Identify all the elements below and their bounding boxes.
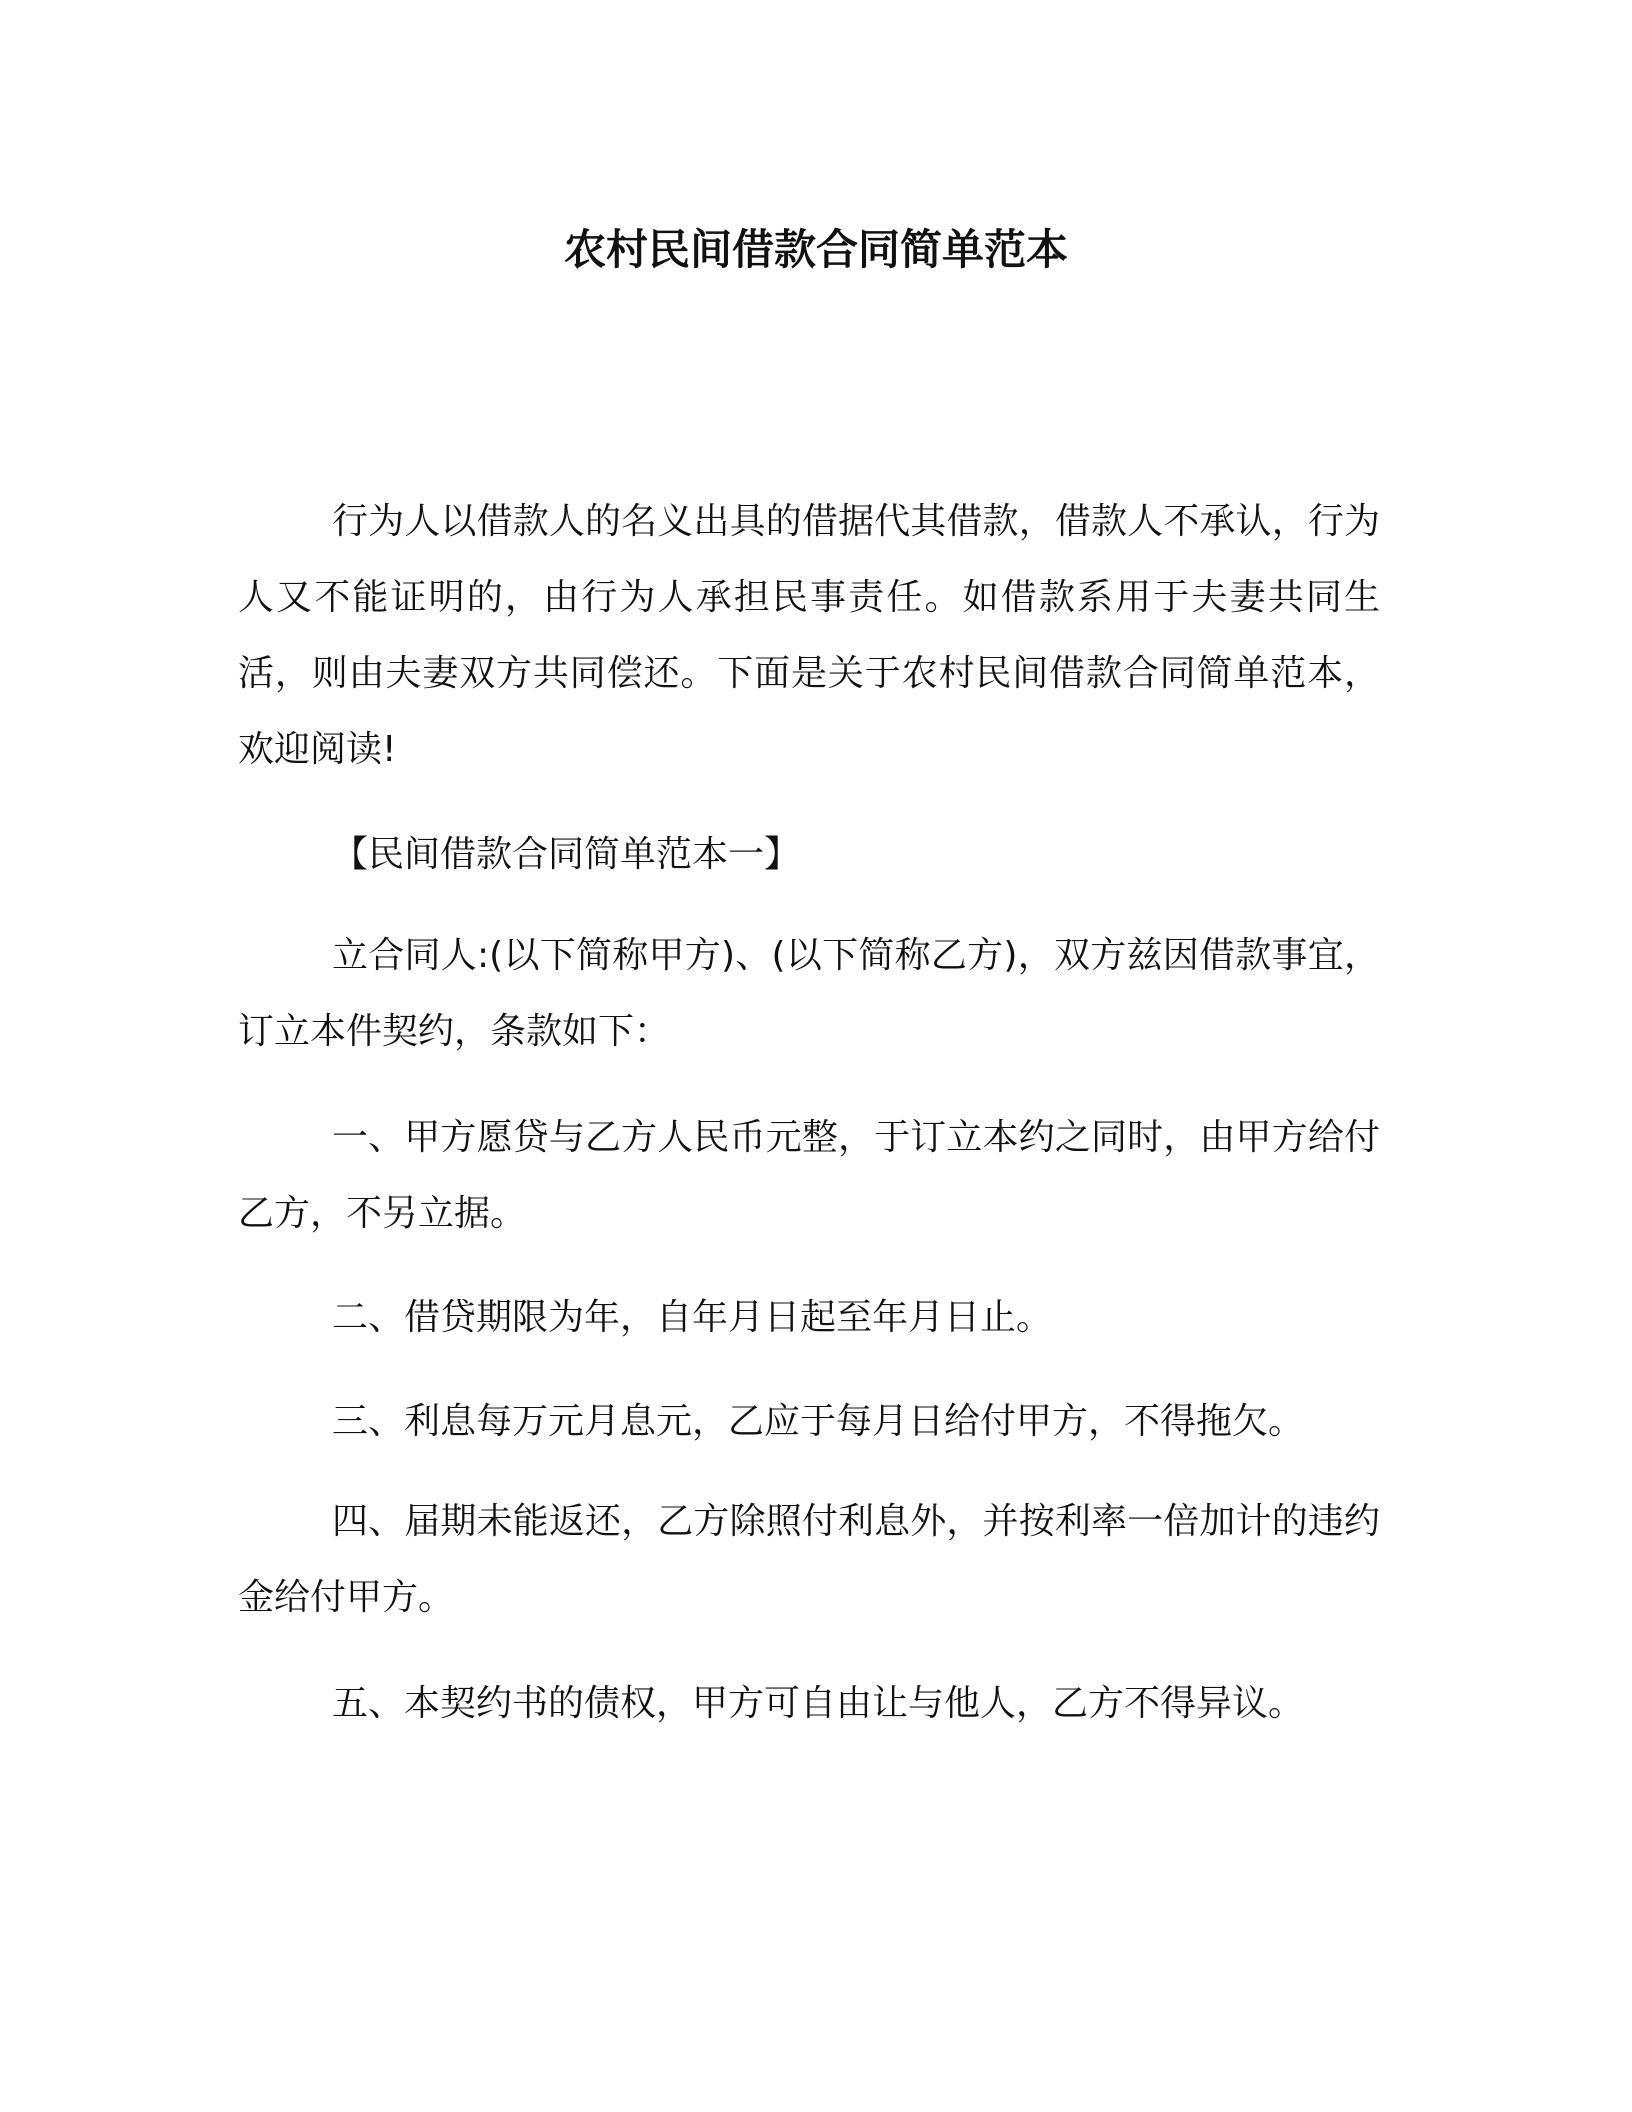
intro-paragraph: 行为人以借款人的名义出具的借据代其借款，借款人不承认，行为人又不能证明的，由行为人承担民事责任。如借款系用于夫妻共同生活，则由夫妻双方共同偿还。下面是关于农村民间借款合同简单范本，欢迎阅读! <box>238 501 1380 770</box>
clause-5: 五、本契约书的债权，甲方可自由让与他人，乙方不得异议。 <box>332 1683 1305 1724</box>
clause-1: 一、甲方愿贷与乙方人民币元整，于订立本约之同时，由甲方给付乙方，不另立据。 <box>238 1117 1380 1234</box>
section-heading: 【民间借款合同简单范本一】 <box>332 834 801 875</box>
document-title: 农村民间借款合同简单范本 <box>563 225 1068 274</box>
parties-paragraph: 立合同人:(以下简称甲方)、(以下简称乙方)，双方兹因借款事宜，订立本件契约，条款如下： <box>238 935 1380 1052</box>
clause-3: 三、利息每万元月息元，乙应于每月日给付甲方，不得拖欠。 <box>332 1401 1305 1442</box>
clause-4: 四、届期未能返还，乙方除照付利息外，并按利率一倍加计的违约金给付甲方。 <box>238 1501 1380 1618</box>
clause-2: 二、借贷期限为年，自年月日起至年月日止。 <box>332 1297 1053 1338</box>
